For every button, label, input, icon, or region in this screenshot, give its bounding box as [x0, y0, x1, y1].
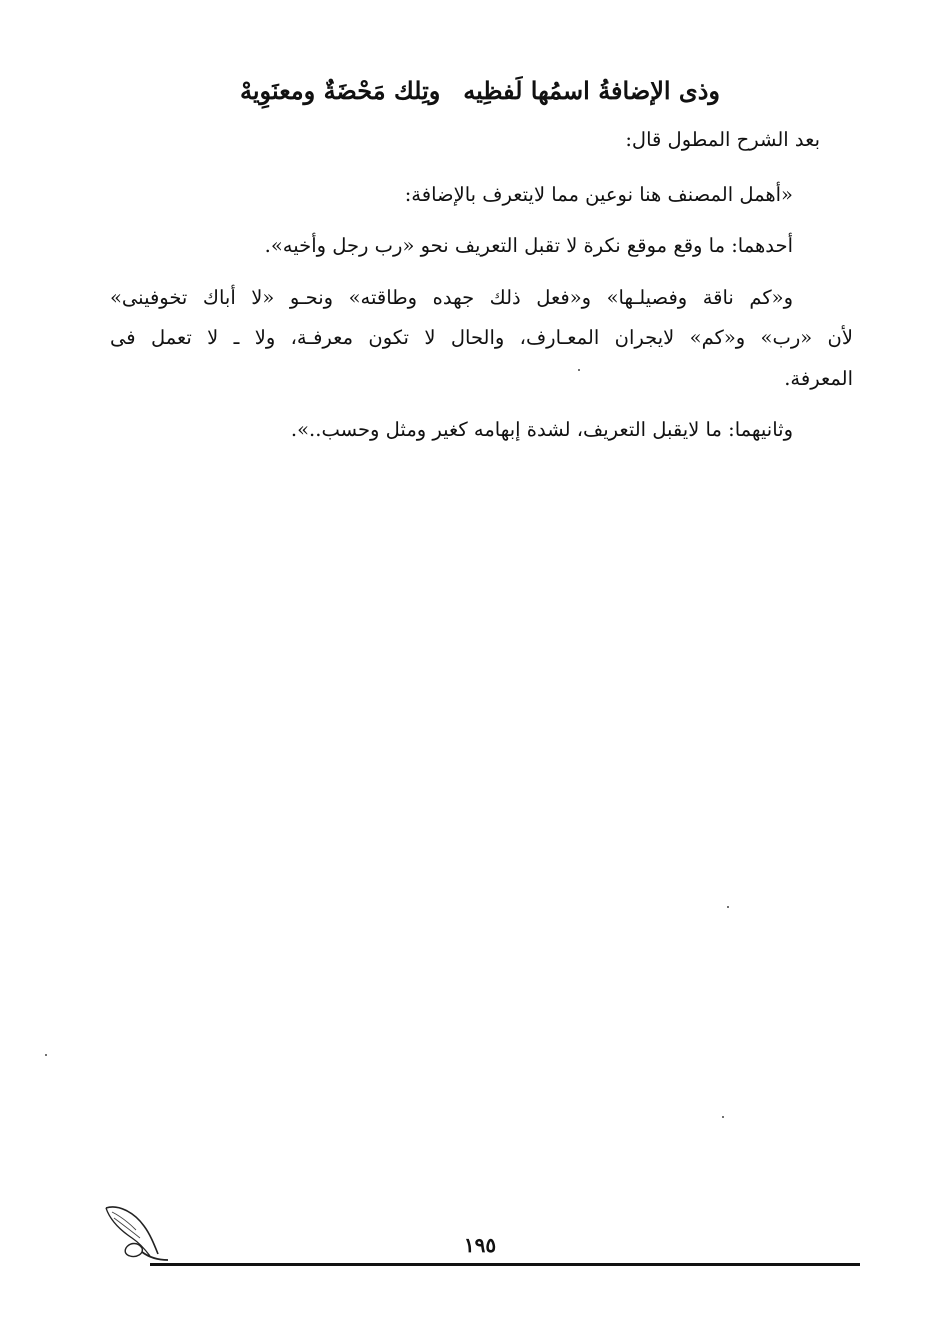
verse-second-hemistich: وتِلك مَحْضَةٌ ومعنَوِيهْ	[240, 75, 441, 105]
scan-speck	[45, 1054, 47, 1056]
verse-first-hemistich: وذى الإضافةُ اسمُها لَفظِيه	[463, 75, 720, 105]
poem-verse	[240, 68, 720, 112]
first-type-line: أحدهما: ما وقع موقع نكرة لا تقبل التعريف نحو «رب رجل وأخيه».	[264, 234, 793, 257]
footer-rule	[150, 1263, 860, 1266]
quill-icon	[100, 1198, 170, 1268]
intro-line: بعد الشرح المطول قال:	[625, 128, 820, 151]
scan-speck	[727, 906, 729, 908]
examples-line-1: و«كم ناقة وفصيلـها» و«فعل ذلك جهده وطاقته» ونحـو «لا أباك تخوفينى»	[110, 286, 793, 309]
second-type-line: وثانيهما: ما لايقبل التعريف، لشدة إبهامه كغير ومثل وحسب..».	[290, 418, 793, 441]
page-number: ١٩٥	[463, 1233, 497, 1257]
quote-opening-line: «أهمل المصنف هنا نوعين مما لايتعرف بالإضافة:	[404, 183, 793, 206]
scan-speck	[722, 1116, 724, 1118]
scan-speck	[578, 369, 580, 371]
examples-line-2: لأن «رب» و«كم» لايجران المعـارف، والحال لا تكون معرفـة، ولا ـ لا تعمل فى	[110, 326, 853, 349]
examples-line-3: المعرفة.	[784, 367, 853, 390]
